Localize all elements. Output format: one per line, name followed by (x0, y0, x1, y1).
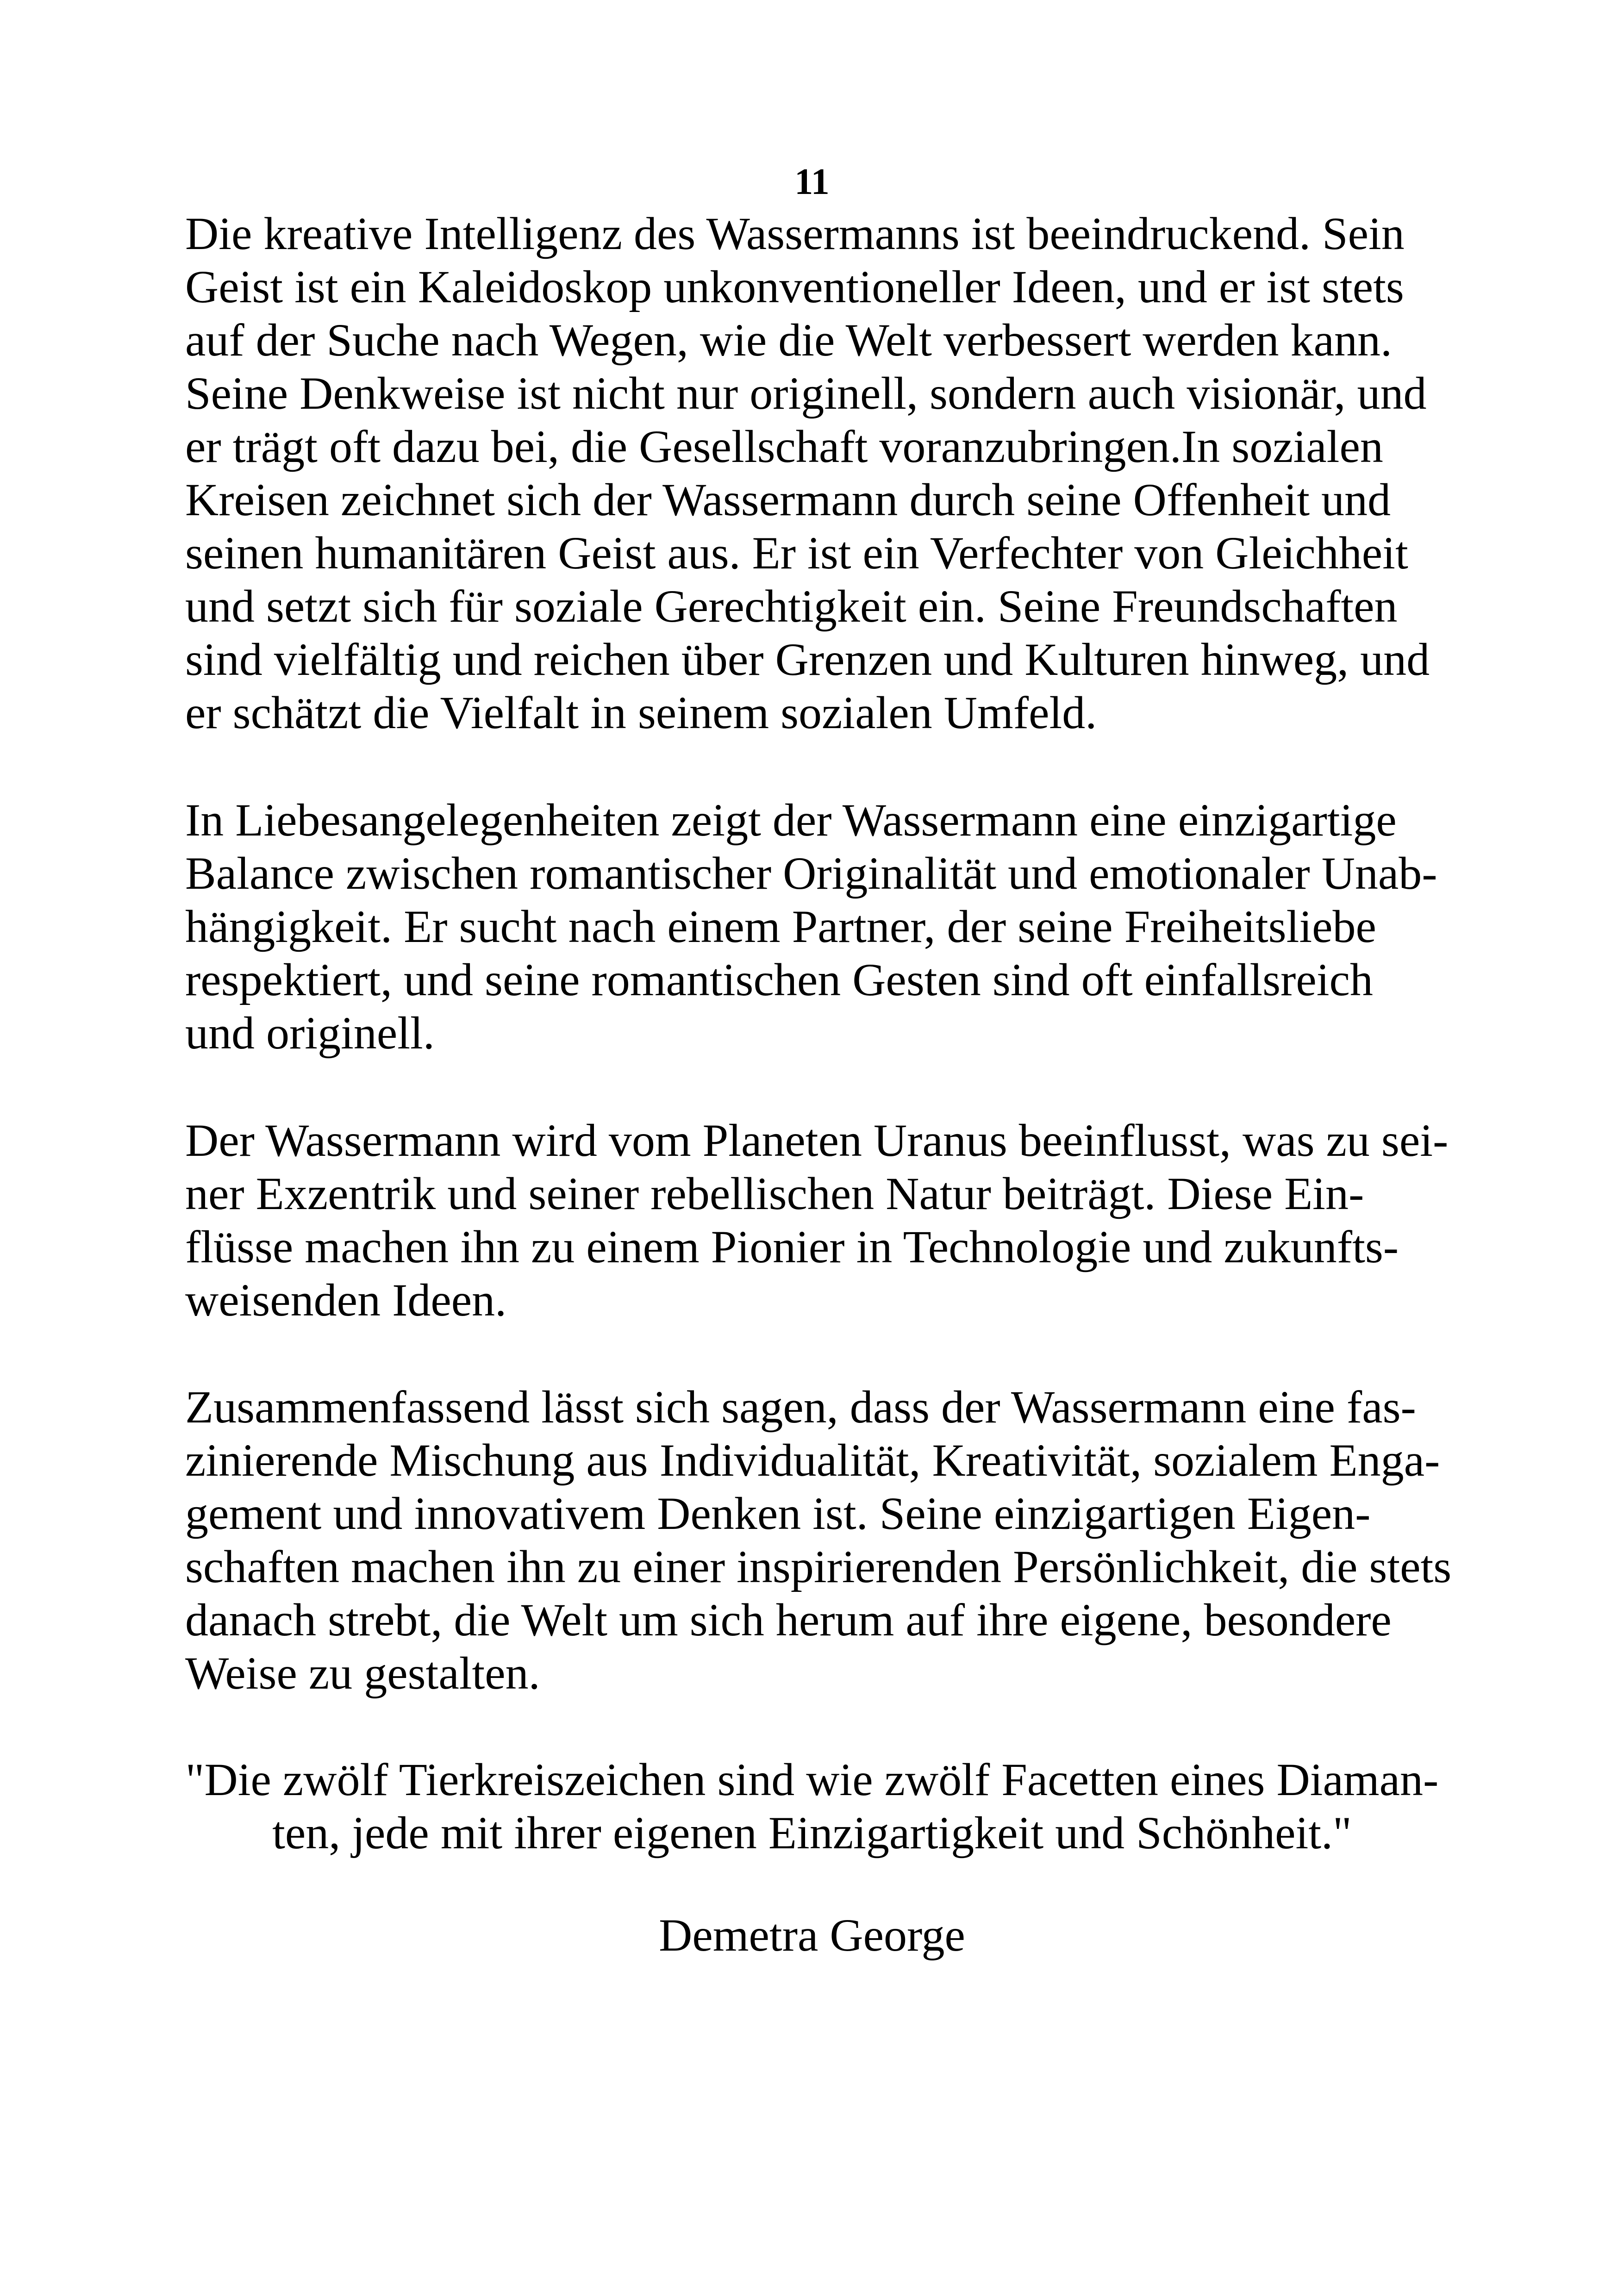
paragraph-3: Der Wassermann wird vom Planeten Uranus beeinflusst, was zu sei- ner Exzentrik und seiner rebellischen Natur beiträgt. Diese Ein- flüsse machen ihn zu einem Pionier in Technologie und zukunfts- weisenden Ideen. (185, 1115, 1449, 1326)
paragraph-1: Die kreative Intelligenz des Wassermanns ist beeindruckend. Sein Geist ist ein Kaleidoskop unkonventioneller Ideen, und er ist stets auf der Suche nach Wegen, wie die Welt verbessert werden kann. Seine Denkweise ist nicht nur originell, sondern auch visionär, und er trägt oft dazu bei, die Gesellschaft voranzubringen.In sozialen Kreisen zeichnet sich der Wassermann durch seine Offenheit und seinen humanitären Geist aus. Er ist ein Verfechter von Gleichheit und setzt sich für soziale Gerechtigkeit ein. Seine Freundschaften sind vielfältig und reichen über Grenzen und Kulturen hinweg, und er schätzt die Vielfalt in seinem sozialen Umfeld. (185, 208, 1430, 738)
paragraph-2: In Liebesangelegenheiten zeigt der Wassermann eine einzigartige Balance zwischen romantischer Originalität und emotionaler Unab- hängigkeit. Er sucht nach einem Partner, der seine Freiheitsliebe respektiert, und seine romantischen Gesten sind oft einfallsreich und originell. (185, 794, 1437, 1059)
paragraph-4: Zusammenfassend lässt sich sagen, dass der Wassermann eine fas- zinierende Mischung aus Individualität, Kreativität, sozialem Enga- gement und innovativem Denken ist. Seine einzigartigen Eigen- schaften machen ihn zu einer inspirierenden Persönlichkeit, die stets danach strebt, die Welt um sich herum auf ihre eigene, besondere Weise zu gestalten. (185, 1381, 1452, 1699)
quote-text: "Die zwölf Tierkreiszeichen sind wie zwölf Facetten eines Diaman- ten, jede mit ihrer eigenen Einzigartigkeit und Schönheit." (185, 1754, 1439, 1858)
page-number: 11 (794, 162, 830, 202)
quote-author: Demetra George (659, 1909, 965, 1961)
